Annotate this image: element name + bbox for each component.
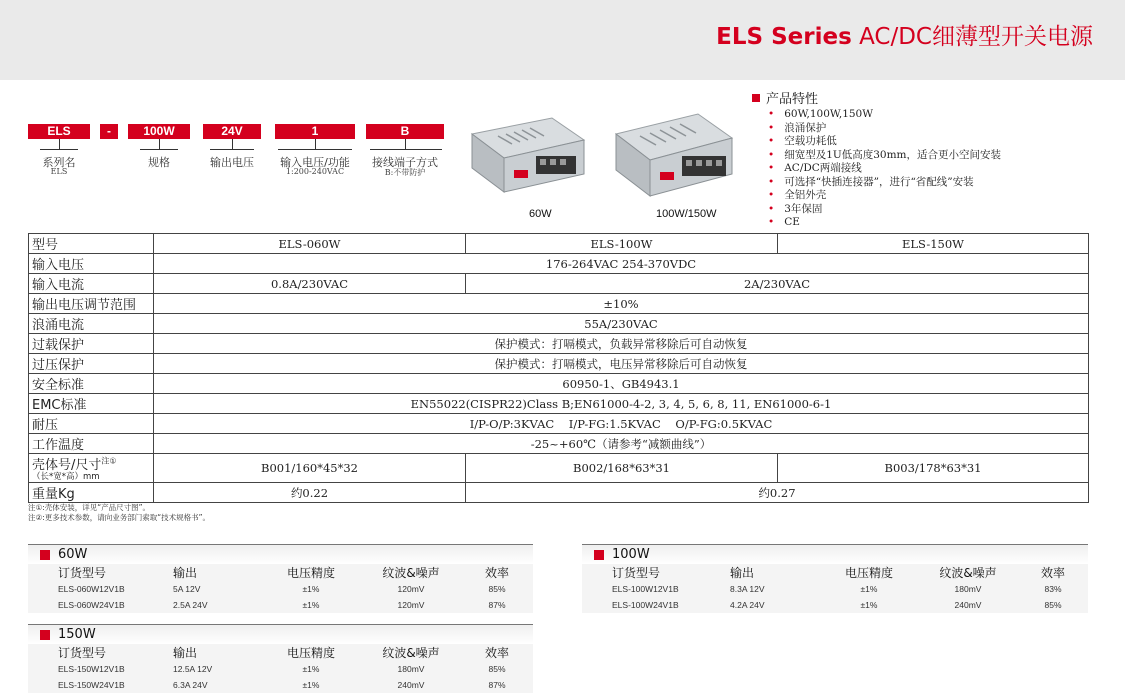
table-row: [29, 294, 1089, 314]
features-list: [768, 108, 1001, 230]
code-underline: [278, 149, 352, 150]
row-label: 过压保护: [29, 354, 154, 374]
table-row: ELS-100W24V1B 4.2A 24V ±1% 240mV 85%: [612, 600, 1062, 610]
table-cell: ELS-060W: [154, 234, 466, 254]
table-row: [29, 334, 1089, 354]
footnotes: [28, 503, 210, 523]
feature-item: • 可选择“快插连接器”，进行“省配线”安装: [768, 176, 1001, 190]
table-row: [29, 394, 1089, 414]
row-label: 过载保护: [29, 334, 154, 354]
table-cell: 保护模式：打嗝模式，负载异常移除后可自动恢复: [154, 334, 1089, 354]
product-caption-60w: 60W: [529, 208, 552, 220]
code-terminal: B: [366, 124, 444, 139]
code-label-spec: 规格: [148, 156, 170, 169]
table-row: ELS-150W24V1B 6.3A 24V ±1% 240mV 87%: [58, 680, 506, 690]
code-dash: -: [100, 124, 118, 139]
table-cell: ELS-150W: [778, 234, 1089, 254]
table-cell: B001/160*45*32: [154, 454, 466, 483]
page-title: [716, 18, 1093, 51]
order-table-header: 60W: [28, 544, 533, 564]
order-table-100w: [582, 544, 1088, 613]
footnote: 注①:壳体安装，详见“产品尺寸图”。: [28, 503, 151, 512]
table-row: [29, 234, 1089, 254]
order-table-150w: [28, 624, 533, 693]
square-bullet-icon: [40, 550, 50, 560]
spec-table: [28, 233, 1089, 503]
code-sub-terminal: B:不带防护: [384, 168, 426, 177]
order-table-60w: [28, 544, 533, 613]
code-input: 1: [275, 124, 355, 139]
footnote: 注②:更多技术参数，请向业务部门索取“技术规格书”。: [28, 513, 211, 522]
code-underline: [140, 149, 178, 150]
code-tick: [59, 139, 60, 149]
header-band: [0, 0, 1125, 80]
row-label: 输入电流: [29, 274, 154, 294]
title-product: AC/DC细薄型开关电源: [859, 24, 1093, 50]
code-sub-series: ELS: [50, 167, 68, 176]
table-row: [29, 414, 1089, 434]
table-row: ELS-060W24V1B 2.5A 24V ±1% 120mV 87%: [58, 600, 506, 610]
square-bullet-icon: [40, 630, 50, 640]
code-tick: [159, 139, 160, 149]
table-cell: EN55022(CISPR22)Class B;EN61000-4-2, 3, 4, 5, 6, 8, 11, EN61000-6-1: [154, 394, 1089, 414]
product-image-60w: [468, 112, 588, 200]
code-label-input: 输入电压/功能: [280, 156, 350, 169]
square-bullet-icon: [752, 94, 760, 102]
code-underline: [370, 149, 442, 150]
feature-item: • AC/DC两端接线: [768, 162, 1001, 176]
row-label: 浪涌电流: [29, 314, 154, 334]
row-label: 重量Kg: [29, 483, 154, 503]
feature-item: • 浪涌保护: [768, 122, 1001, 136]
table-row: [29, 254, 1089, 274]
product-image-100w-150w: [612, 108, 736, 202]
feature-item: • CE: [768, 216, 1001, 230]
table-cell: 55A/230VAC: [154, 314, 1089, 334]
table-cell: B002/168*63*31: [466, 454, 778, 483]
feature-item: • 60W,100W,150W: [768, 108, 1001, 122]
table-cell: 0.8A/230VAC: [154, 274, 466, 294]
features-title: 产品特性: [752, 88, 818, 107]
code-label-terminal: 接线端子方式: [372, 156, 438, 169]
row-label: 工作温度: [29, 434, 154, 454]
feature-item: • 细宽型及1U低高度30mm，适合更小空间安装: [768, 149, 1001, 163]
table-row: [29, 434, 1089, 454]
title-series: ELS Series: [716, 24, 852, 50]
row-label: 输出电压调节范围: [29, 294, 154, 314]
table-cell: 约0.27: [466, 483, 1089, 503]
code-voltage: 24V: [203, 124, 261, 139]
feature-item: • 全铝外壳: [768, 189, 1001, 203]
table-row: ELS-150W12V1B 12.5A 12V ±1% 180mV 85%: [58, 664, 506, 674]
table-row: ELS-100W12V1B 8.3A 12V ±1% 180mV 83%: [612, 584, 1062, 594]
table-row: [29, 374, 1089, 394]
table-row: [29, 314, 1089, 334]
row-label: 型号: [29, 234, 154, 254]
code-spec: 100W: [128, 124, 190, 139]
code-label-series: 系列名: [42, 156, 76, 169]
row-label: 输入电压: [29, 254, 154, 274]
code-underline: [40, 149, 78, 150]
table-cell: 60950-1、GB4943.1: [154, 374, 1089, 394]
code-label-voltage: 输出电压: [210, 156, 254, 169]
row-label: 耐压: [29, 414, 154, 434]
table-cell: 保护模式：打嗝模式，电压异常移除后可自动恢复: [154, 354, 1089, 374]
table-header-row: 订货型号 输出 电压精度 纹波&噪声 效率: [612, 566, 1065, 580]
table-cell: 176-264VAC 254-370VDC: [154, 254, 1089, 274]
table-cell: 约0.22: [154, 483, 466, 503]
code-tick: [315, 139, 316, 149]
code-sub-input: 1:200-240VAC: [285, 167, 345, 176]
product-caption-100w-150w: 100W/150W: [656, 208, 717, 220]
table-header-row: 订货型号 输出 电压精度 纹波&噪声 效率: [58, 566, 509, 580]
table-header-row: 订货型号 输出 电压精度 纹波&噪声 效率: [58, 646, 509, 660]
code-underline: [210, 149, 254, 150]
table-row: [29, 483, 1089, 503]
feature-item: • 空载功耗低: [768, 135, 1001, 149]
table-cell: -25~+60℃（请参考“减额曲线”）: [154, 434, 1089, 454]
code-tick: [405, 139, 406, 149]
table-row: [29, 274, 1089, 294]
table-cell: B003/178*63*31: [778, 454, 1089, 483]
table-cell: ±10%: [154, 294, 1089, 314]
table-row: [29, 454, 1089, 483]
square-bullet-icon: [594, 550, 604, 560]
feature-item: • 3年保固: [768, 203, 1001, 217]
table-row: ELS-060W12V1B 5A 12V ±1% 120mV 85%: [58, 584, 506, 594]
row-label: EMC标准: [29, 394, 154, 414]
code-series: ELS: [28, 124, 90, 139]
row-label: 安全标准: [29, 374, 154, 394]
table-cell: ELS-100W: [466, 234, 778, 254]
order-table-header: 150W: [28, 624, 533, 644]
row-label-case: 壳体号/尺寸$^{注①}$ （长*宽*高）mm: [29, 454, 154, 483]
table-cell: 2A/230VAC: [466, 274, 1089, 294]
order-table-header: 100W: [582, 544, 1088, 564]
table-row: [29, 354, 1089, 374]
table-cell: I/P-O/P:3KVAC I/P-FG:1.5KVAC O/P-FG:0.5KVAC: [154, 414, 1089, 434]
code-tick: [232, 139, 233, 149]
